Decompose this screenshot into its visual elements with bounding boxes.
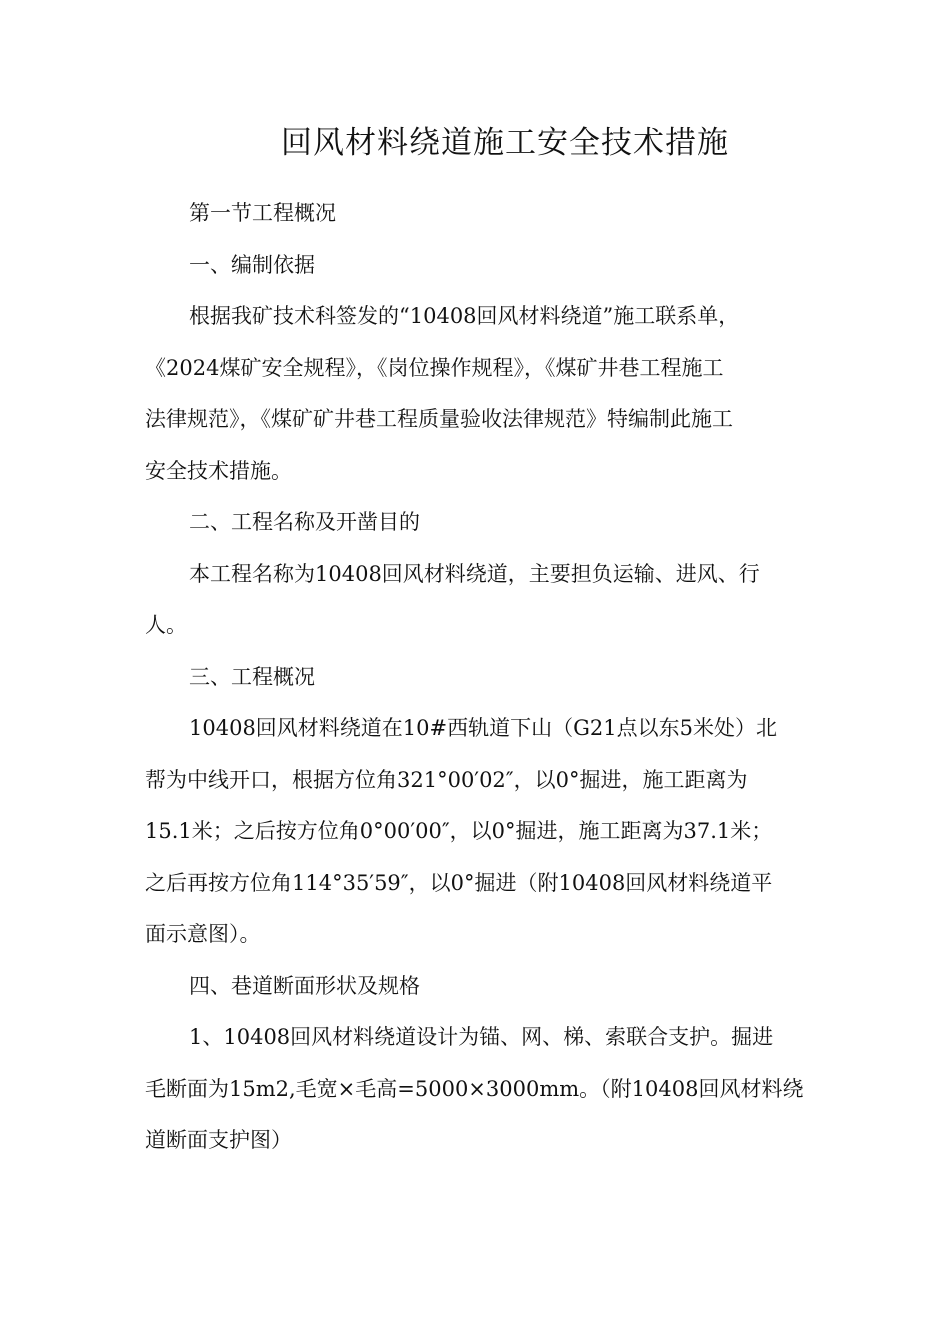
text-line: 本工程名称为10408回风材料绕道，主要担负运输、进风、行: [189, 561, 760, 586]
text-line: 第一节工程概况: [189, 201, 336, 225]
text-line: 10408回风材料绕道在10#西轨道下山（G21点以东5米处）北: [189, 716, 777, 740]
text-line: 人。: [145, 613, 187, 637]
text-line: 15.1米；之后按方位角0°00′00″，以0°掘进，施工距离为37.1米；: [145, 819, 773, 843]
text-line: 四、巷道断面形状及规格: [189, 973, 420, 998]
text-line: 1、10408回风材料绕道设计为锚、网、梯、索联合支护。掘进: [189, 1025, 774, 1049]
text-line: 之后再按方位角114°35′59″，以0°掘进（附10408回风材料绕道平: [145, 870, 773, 895]
text-line: 根据我矿技术科签发的“10408回风材料绕道”施工联系单，: [189, 304, 740, 328]
text-line: 二、工程名称及开凿目的: [189, 510, 420, 534]
text-line: 三、工程概况: [189, 664, 315, 689]
text-line: 《2024煤矿安全规程》，《岗位操作规程》，《煤矿井巷工程施工: [145, 355, 724, 380]
document-body: [145, 188, 805, 1167]
text-line: 面示意图）。: [145, 922, 261, 946]
text-line: 道断面支护图）: [145, 1128, 292, 1152]
text-line: 安全技术措施。: [145, 458, 292, 483]
text-line: 毛断面为15m2,毛宽×毛高=5000×3000mm。（附10408回风材料绕: [145, 1076, 804, 1101]
text-line: 帮为中线开口，根据方位角321°00′02″，以0°掘进，施工距离为: [145, 767, 748, 792]
document-title: 回风材料绕道施工安全技术措施: [281, 125, 729, 161]
text-line: 一、编制依据: [189, 252, 315, 277]
text-line: 法律规范》，《煤矿矿井巷工程质量验收法律规范》特编制此施工: [145, 407, 733, 431]
